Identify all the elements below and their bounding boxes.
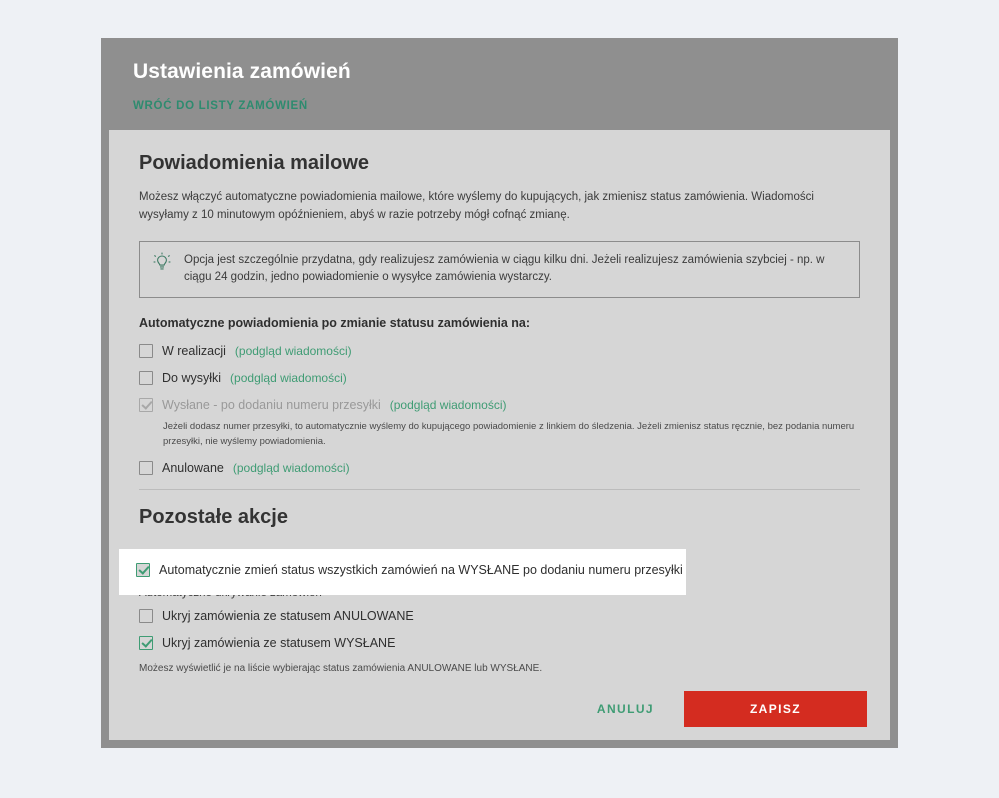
checkbox-row-anulowane[interactable] [139, 461, 860, 475]
preview-link-wyslane[interactable]: (podgląd wiadomości) [389, 398, 507, 413]
checkbox-do-wysylki[interactable] [139, 371, 153, 385]
action-bar [109, 678, 890, 740]
checkbox-label-anulowane: Anulowane [162, 460, 224, 475]
checkbox-label-w-realizacji: W realizacji [162, 344, 226, 359]
back-to-orders-link[interactable]: WRÓĆ DO LISTY ZAMÓWIEŃ [133, 100, 308, 112]
preview-link-do-wysylki[interactable]: (podgląd wiadomości) [230, 371, 347, 386]
checkbox-row-w-realizacji[interactable] [139, 344, 860, 358]
checkbox-row-wyslane [139, 398, 860, 412]
hidden-orders-note: Możesz wyświetlić je na liście wybierając status zamówienia ANULOWANE lub WYSŁANE. [139, 662, 543, 674]
status-notifications-heading: Automatyczne powiadomienia po zmianie statusu zamówienia na: [139, 316, 531, 331]
preview-link-w-realizacji[interactable]: (podgląd wiadomości) [234, 344, 352, 359]
settings-panel [101, 38, 898, 748]
checkbox-anulowane[interactable] [139, 461, 153, 475]
checkbox-row-auto-status[interactable] [136, 563, 683, 577]
checkbox-wyslane [139, 398, 153, 412]
checkbox-row-do-wysylki[interactable] [139, 371, 860, 385]
other-actions-title: Pozostałe akcje [139, 505, 288, 528]
checkbox-label-hide-wyslane: Ukryj zamówienia ze statusem WYSŁANE [162, 635, 396, 650]
checkbox-w-realizacji[interactable] [139, 344, 153, 358]
checkbox-label-auto-status: Automatycznie zmień status wszystkich zamówień na WYSŁANE po dodaniu numeru przesyłki [159, 563, 683, 577]
checkbox-auto-status[interactable] [136, 563, 150, 577]
checkbox-row-hide-wyslane[interactable] [139, 636, 860, 650]
checkbox-row-hide-anulowane[interactable] [139, 609, 860, 623]
save-button[interactable]: ZAPISZ [684, 691, 867, 727]
checkbox-label-wyslane: Wysłane - po dodaniu numeru przesyłki [162, 398, 381, 413]
notifications-intro: Możesz włączyć automatyczne powiadomienia mailowe, które wyślemy do kupujących, jak zmienisz status zamówienia. Wiadomości wysyłamy z 10 minutowym opóźnieniem, abyś w razie potrzeby mógł cofnąć zmianę. [139, 191, 814, 221]
section-divider [139, 489, 860, 490]
panel-header [101, 38, 898, 124]
checkbox-hide-wyslane[interactable] [139, 636, 153, 650]
shipment-note: Jeżeli dodasz numer przesyłki, to automatycznie wyślemy do kupującego powiadomienie z linkiem do śledzenia. Jeżeli zmienisz status ręcznie, bez podania numeru przesyłki, nie wyślemy powiadomienia. [163, 421, 855, 447]
checkbox-label-hide-anulowane: Ukryj zamówienia ze statusem ANULOWANE [162, 608, 414, 623]
page-title: Ustawienia zamówień [133, 60, 351, 83]
notifications-section-title: Powiadomienia mailowe [139, 152, 370, 174]
checkbox-label-do-wysylki: Do wysyłki [162, 371, 222, 386]
hint-box [139, 241, 860, 299]
checkbox-hide-anulowane[interactable] [139, 609, 153, 623]
spacer-after-highlight [139, 587, 860, 674]
cancel-button[interactable]: ANULUJ [567, 690, 684, 728]
lightbulb-icon [150, 252, 174, 280]
preview-link-anulowane[interactable]: (podgląd wiadomości) [232, 460, 350, 475]
settings-card [109, 130, 890, 740]
hint-text: Opcja jest szczególnie przydatna, gdy realizujesz zamówienia w ciągu kilku dni. Jeżeli realizujesz zamówienia szybciej - np. w ciągu 24 godzin, jedno powiadomienie o wysyłce zamówienia wystarczy. [184, 253, 825, 284]
